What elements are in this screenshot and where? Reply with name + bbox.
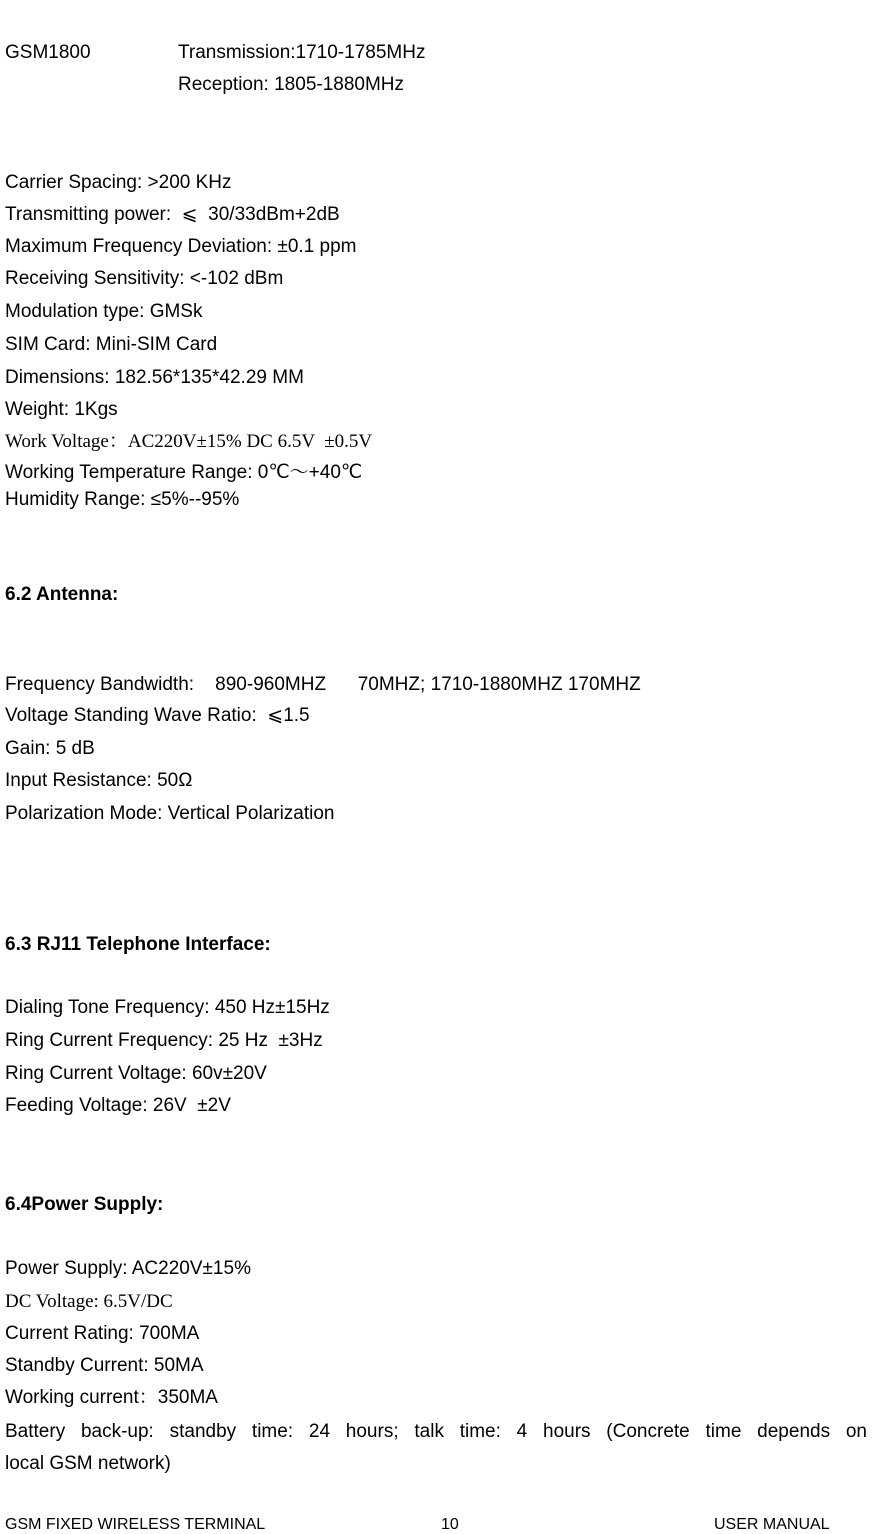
current-rating: Current Rating: 700MA [5, 1323, 200, 1344]
max-frequency-deviation: Maximum Frequency Deviation: ±0.1 ppm [5, 236, 357, 257]
feeding-voltage: Feeding Voltage: 26V ±2V [5, 1095, 231, 1116]
gsm1800-transmission: Transmission:1710-1785MHz [178, 42, 426, 63]
vswr: Voltage Standing Wave Ratio: ⩽1.5 [5, 705, 310, 726]
receiving-sensitivity: Receiving Sensitivity: <-102 dBm [5, 268, 284, 289]
dimensions: Dimensions: 182.56*135*42.29 MM [5, 367, 304, 388]
standby-current: Standby Current: 50MA [5, 1355, 204, 1376]
footer-left: GSM FIXED WIRELESS TERMINAL [5, 1516, 266, 1533]
ring-current-frequency: Ring Current Frequency: 25 Hz ±3Hz [5, 1030, 323, 1051]
ring-current-voltage: Ring Current Voltage: 60v±20V [5, 1063, 267, 1084]
modulation-type: Modulation type: GMSk [5, 301, 203, 322]
gain: Gain: 5 dB [5, 738, 95, 759]
work-voltage: Work Voltage：AC220V±15% DC 6.5V ±0.5V [5, 431, 373, 452]
weight: Weight: 1Kgs [5, 399, 118, 420]
rj11-heading: 6.3 RJ11 Telephone Interface: [5, 934, 271, 955]
battery-backup-line-2: local GSM network) [5, 1453, 171, 1474]
polarization-mode: Polarization Mode: Vertical Polarization [5, 803, 335, 824]
working-temperature-range: Working Temperature Range: 0℃～+40℃ [5, 462, 363, 483]
gsm1800-reception: Reception: 1805-1880MHz [178, 74, 405, 95]
sim-card: SIM Card: Mini-SIM Card [5, 334, 218, 355]
antenna-heading: 6.2 Antenna: [5, 584, 119, 605]
humidity-range: Humidity Range: ≤5%--95% [5, 489, 240, 510]
transmitting-power: Transmitting power: ⩽ 30/33dBm+2dB [5, 204, 340, 225]
battery-backup-line-1: Battery back-up: standby time: 24 hours; talk time: 4 hours (Concrete time depends on [5, 1421, 867, 1442]
dc-voltage: DC Voltage: 6.5V/DC [5, 1291, 173, 1312]
footer-right: USER MANUAL [714, 1516, 830, 1533]
frequency-bandwidth: Frequency Bandwidth: 890-960MHZ 70MHZ; 1710-1880MHZ 170MHZ [5, 674, 641, 695]
gsm1800-label: GSM1800 [5, 42, 91, 63]
working-current: Working current：350MA [5, 1387, 218, 1408]
page-number: 10 [441, 1516, 459, 1533]
input-resistance: Input Resistance: 50Ω [5, 770, 193, 791]
power-supply-heading: 6.4Power Supply: [5, 1194, 164, 1215]
power-supply: Power Supply: AC220V±15% [5, 1258, 251, 1279]
carrier-spacing: Carrier Spacing: >200 KHz [5, 172, 232, 193]
dialing-tone-frequency: Dialing Tone Frequency: 450 Hz±15Hz [5, 997, 330, 1018]
